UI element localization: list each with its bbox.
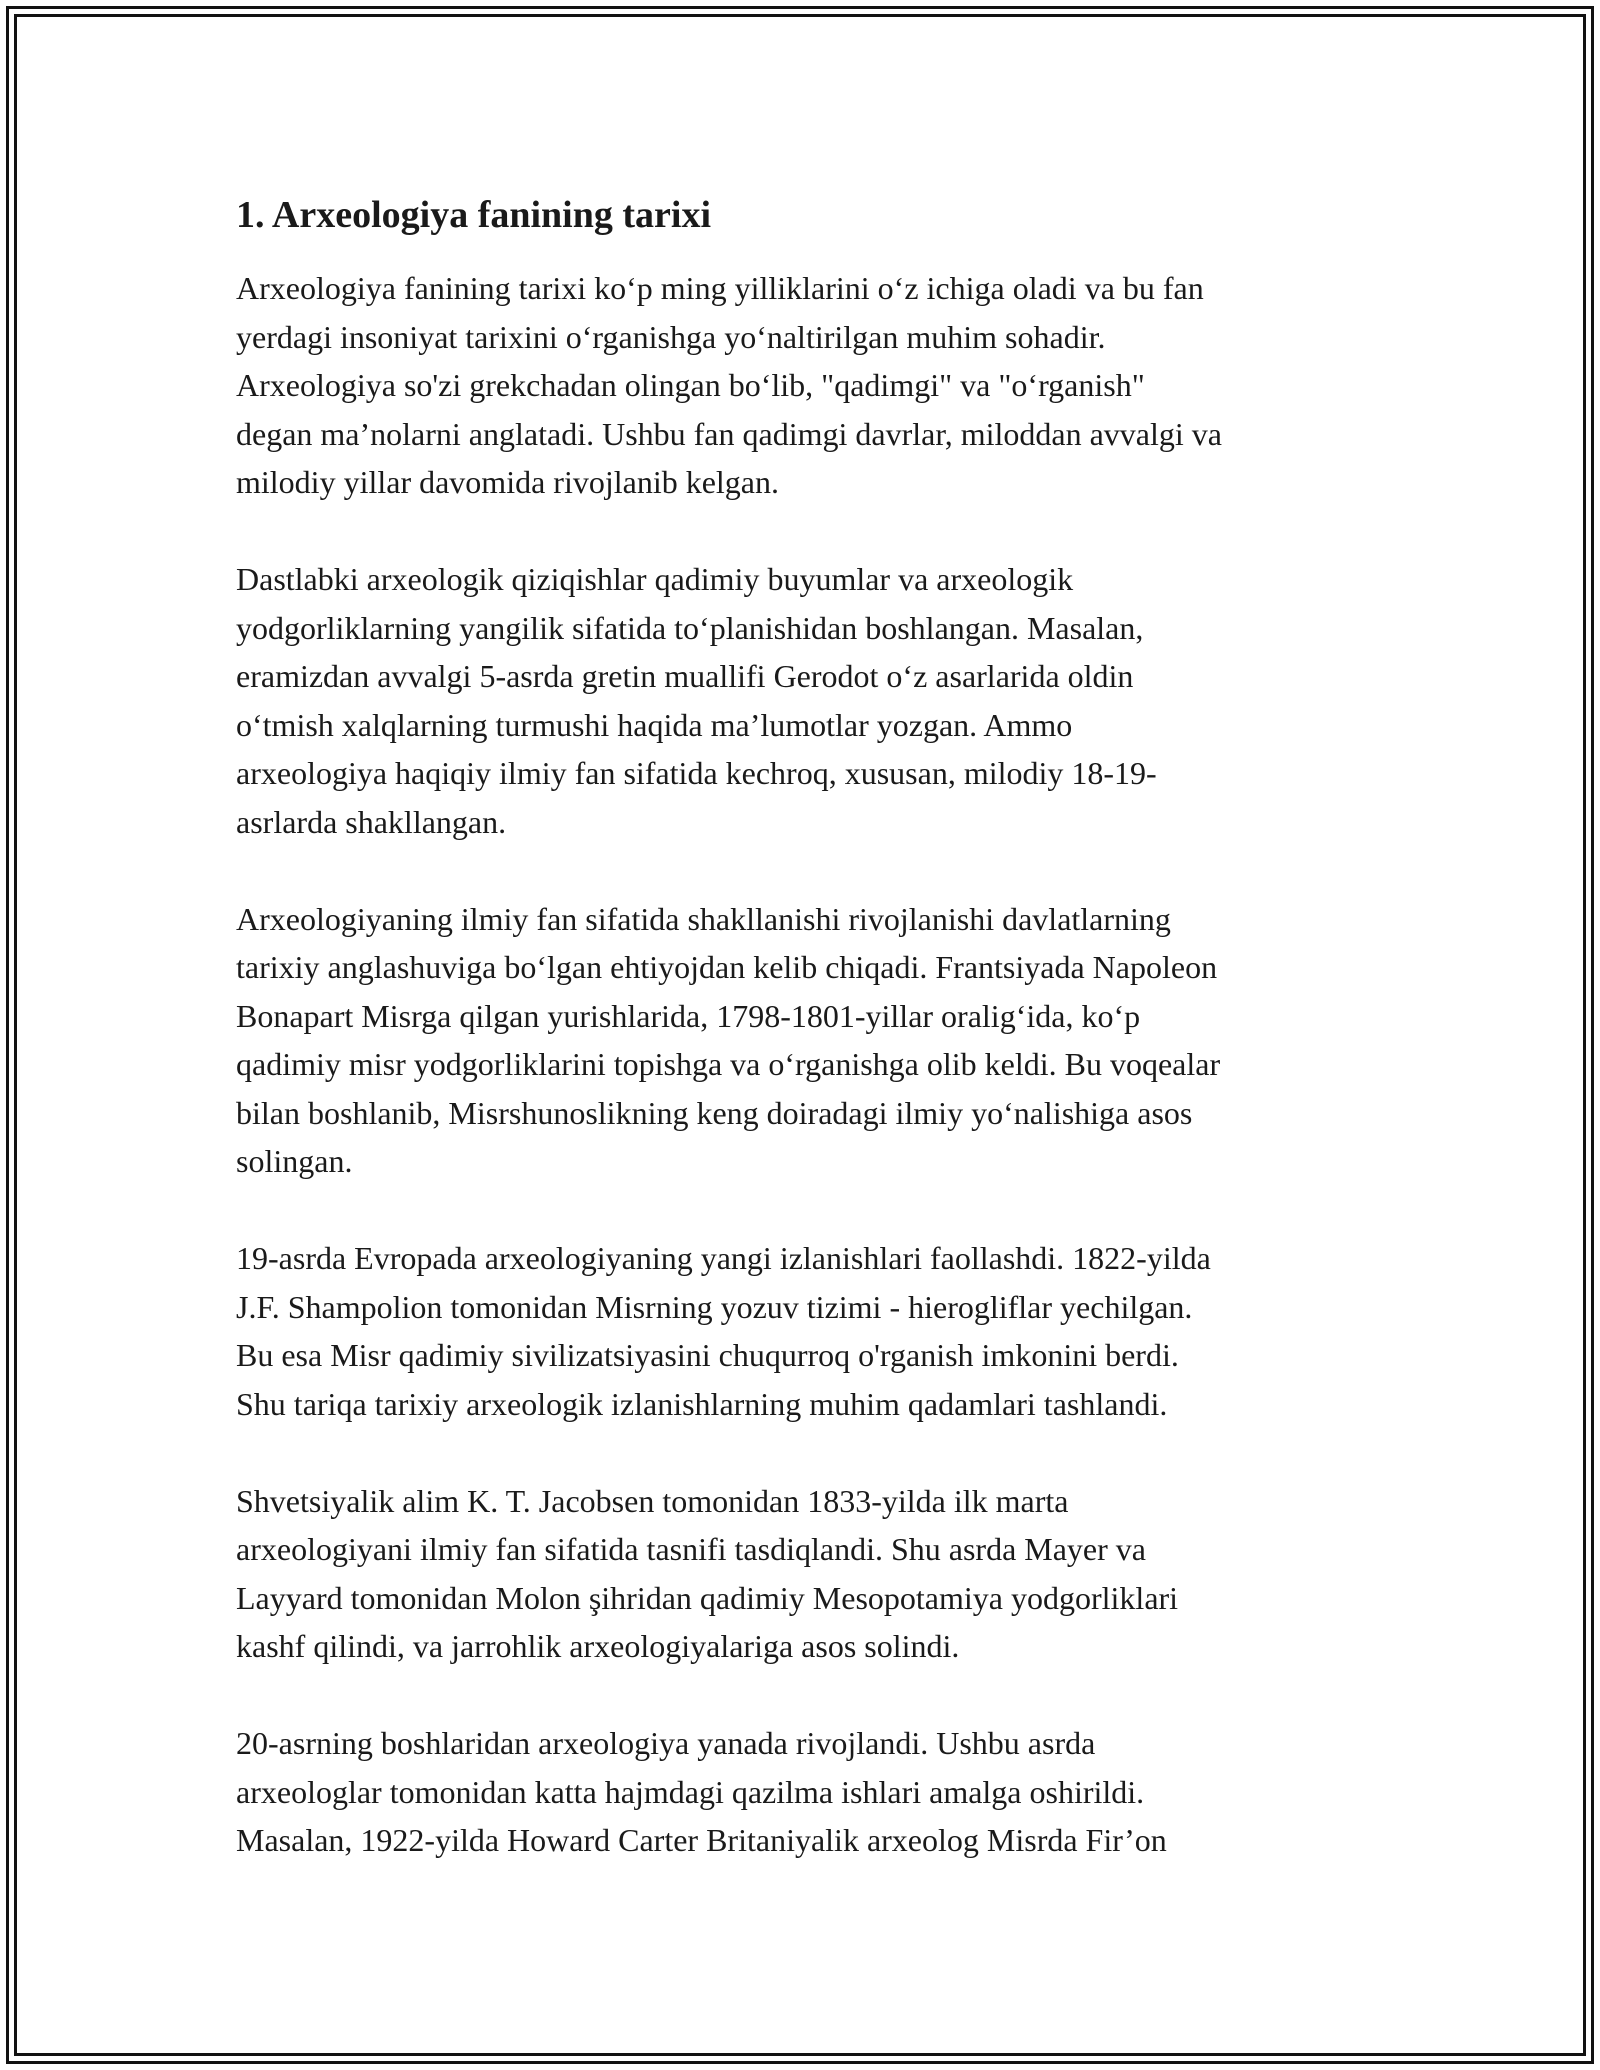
- paragraph-line: Bu esa Misr qadimiy sivilizatsiyasini chuqurroq o'rganish imkonini berdi.: [236, 1337, 1179, 1373]
- paragraph-line: 20-asrning boshlaridan arxeologiya yanada rivojlandi. Ushbu asrda: [236, 1725, 1096, 1761]
- paragraph-line: arxeologiyani ilmiy fan sifatida tasnifi tasdiqlandi. Shu asrda Mayer va: [236, 1531, 1146, 1567]
- paragraph-line: milodiy yillar davomida rivojlanib kelgan.: [236, 464, 779, 500]
- paragraph-line: Shvetsiyalik alim K. T. Jacobsen tomonidan 1833-yilda ilk marta: [236, 1482, 1069, 1519]
- paragraph-line: degan ma’nolarni anglatadi. Ushbu fan qadimgi davrlar, miloddan avvalgi va: [236, 415, 1222, 452]
- paragraph-line: solingan.: [236, 1143, 353, 1179]
- paragraph-line: eramizdan avvalgi 5-asrda gretin muallifi Gerodot o‘z asarlarida oldin: [236, 658, 1134, 694]
- paragraph-line: arxeologlar tomonidan katta hajmdagi qazilma ishlari amalga oshirildi.: [236, 1773, 1145, 1810]
- paragraph-line: yerdagi insoniyat tarixini o‘rganishga yo‘naltirilgan muhim sohadir.: [236, 318, 1106, 355]
- paragraph: [236, 895, 1386, 1186]
- paragraph: [236, 1234, 1386, 1428]
- paragraph-list: [236, 264, 1386, 1865]
- paragraph-line: Arxeologiyaning ilmiy fan sifatida shakllanishi rivojlanishi davlatlarning: [236, 900, 1171, 937]
- paragraph: [236, 555, 1386, 846]
- paragraph: [236, 1477, 1386, 1671]
- paragraph: [236, 264, 1386, 507]
- paragraph-line: kashf qilindi, va jarrohlik arxeologiyalariga asos solindi.: [236, 1628, 960, 1664]
- paragraph: [236, 1719, 1386, 1865]
- document-body: [236, 190, 1386, 1913]
- paragraph-line: o‘tmish xalqlarning turmushi haqida ma’lumotlar yozgan. Ammo: [236, 706, 1073, 743]
- paragraph-line: Bonapart Misrga qilgan yurishlarida, 1798-1801-yillar oralig‘ida, ko‘p: [236, 997, 1141, 1034]
- paragraph-line: Arxeologiya so'zi grekchadan olingan bo‘lib, "qadimgi" va "o‘rganish": [236, 367, 1145, 403]
- paragraph-line: Shu tariqa tarixiy arxeologik izlanishlarning muhim qadamlari tashlandi.: [236, 1385, 1168, 1422]
- paragraph-line: asrlarda shakllangan.: [236, 803, 507, 840]
- paragraph-line: J.F. Shampolion tomonidan Misrning yozuv tizimi - hierogliflar yechilgan.: [236, 1288, 1193, 1325]
- paragraph-line: tarixiy anglashuviga bo‘lgan ehtiyojdan kelib chiqadi. Frantsiyada Napoleon: [236, 949, 1218, 985]
- paragraph-line: Masalan, 1922-yilda Howard Carter Britaniyalik arxeolog Misrda Fir’on: [236, 1822, 1167, 1858]
- paragraph-line: Layyard tomonidan Molon şihridan qadimiy Mesopotamiya yodgorliklari: [236, 1579, 1179, 1616]
- paragraph-line: yodgorliklarning yangilik sifatida to‘planishidan boshlangan. Masalan,: [236, 609, 1144, 646]
- paragraph-line: arxeologiya haqiqiy ilmiy fan sifatida kechroq, xususan, milodiy 18-19-: [236, 755, 1157, 791]
- section-heading: 1. Arxeologiya fanining tarixi: [236, 194, 711, 236]
- paragraph-line: Dastlabki arxeologik qiziqishlar qadimiy buyumlar va arxeologik: [236, 561, 1074, 597]
- paragraph-line: 19-asrda Evropada arxeologiyaning yangi izlanishlari faollashdi. 1822-yilda: [236, 1240, 1211, 1276]
- paragraph-line: Arxeologiya fanining tarixi ko‘p ming yilliklarini o‘z ichiga oladi va bu fan: [236, 270, 1204, 306]
- paragraph-line: bilan boshlanib, Misrshunoslikning keng doiradagi ilmiy yo‘nalishiga asos: [236, 1094, 1193, 1131]
- paragraph-line: qadimiy misr yodgorliklarini topishga va o‘rganishga olib keldi. Bu voqealar: [236, 1046, 1221, 1082]
